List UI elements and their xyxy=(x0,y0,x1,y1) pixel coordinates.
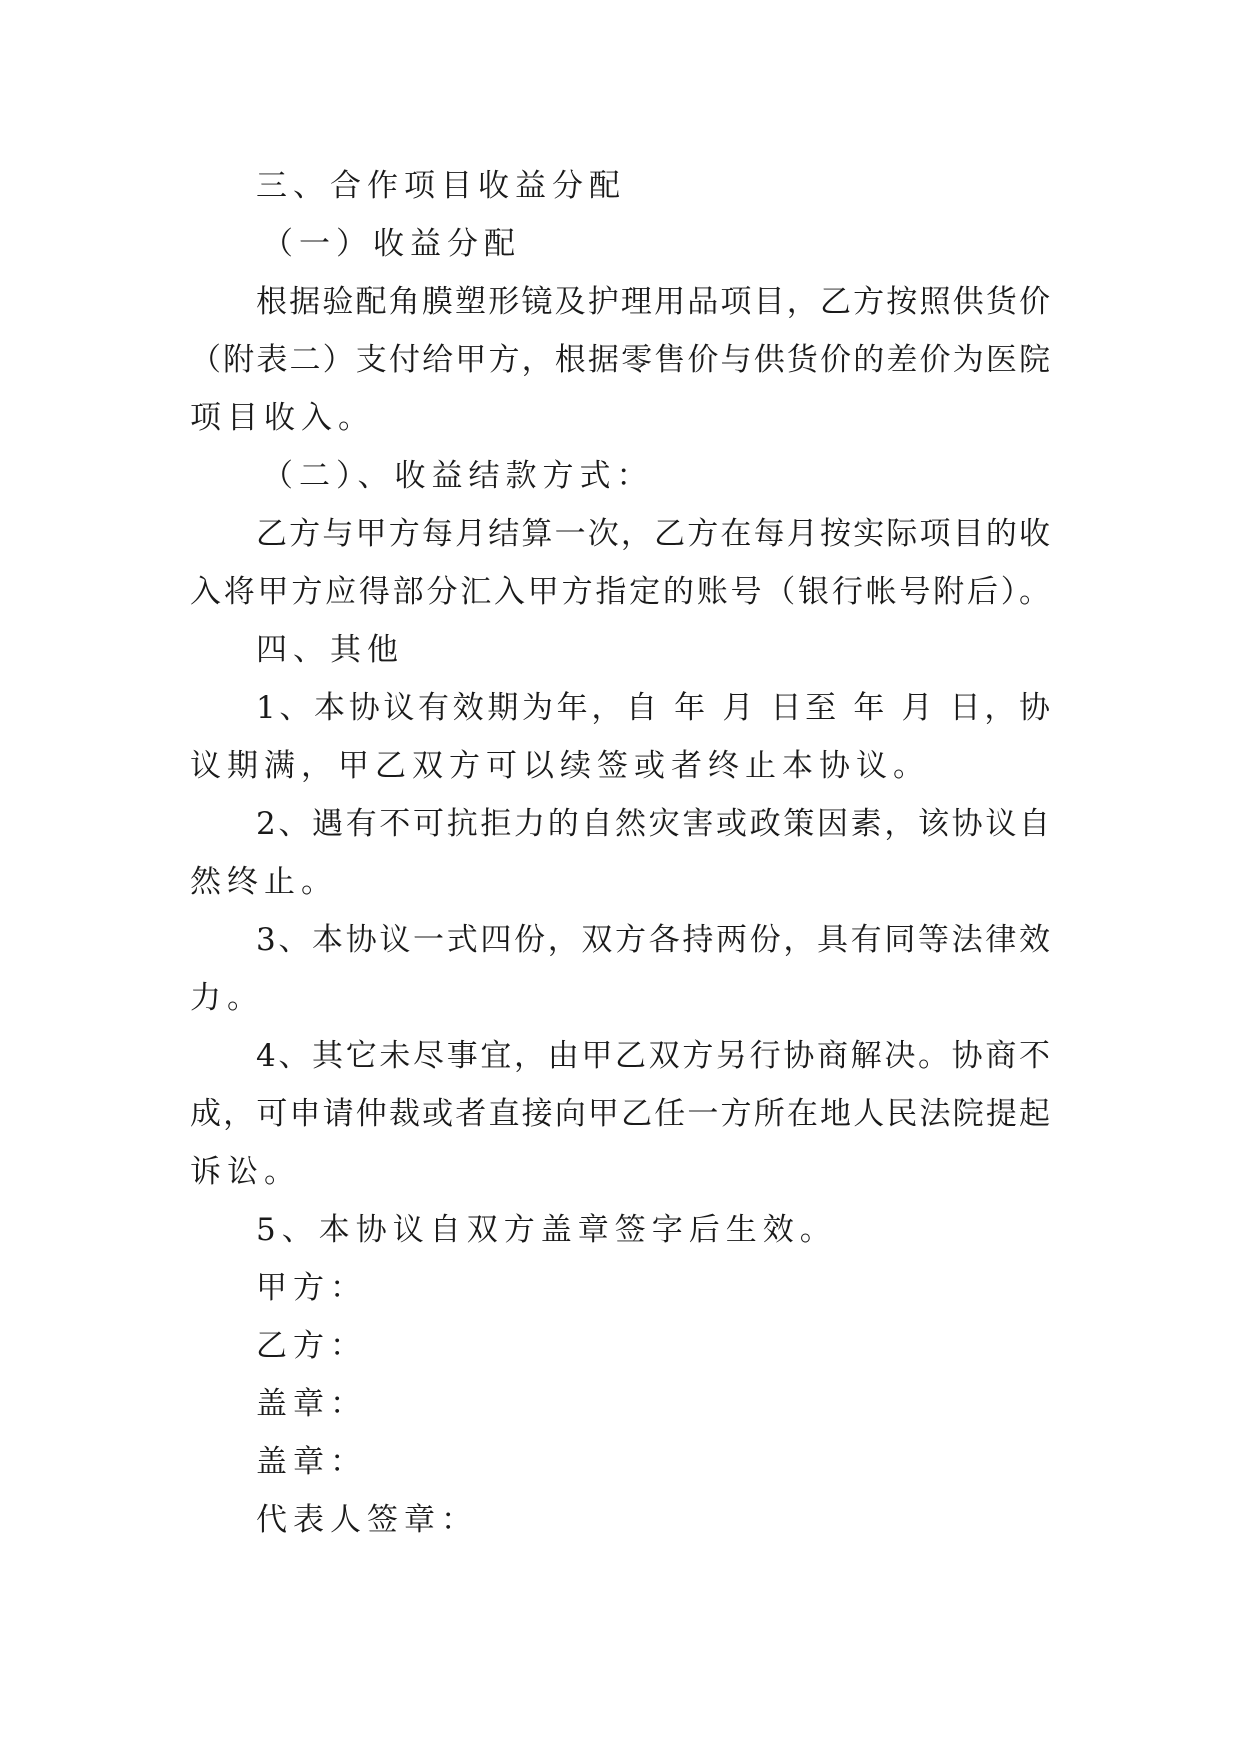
paragraph-line: 5、本协议自双方盖章签字后生效。 xyxy=(256,1212,837,1248)
subsection-heading-one: （一）收益分配 xyxy=(262,226,521,262)
section-heading-four: 四、其他 xyxy=(256,632,404,668)
seal-label: 盖章： xyxy=(256,1444,367,1480)
paragraph-line: 2、遇有不可抗拒力的自然灾害或政策因素，该协议自 xyxy=(256,806,1050,842)
subsection-heading-two: （二）、收益结款方式： xyxy=(262,458,654,494)
paragraph-line: 力。 xyxy=(190,980,264,1016)
paragraph-line: 诉讼。 xyxy=(190,1154,301,1190)
paragraph-line: （附表二）支付给甲方，根据零售价与供货价的差价为医院 xyxy=(190,342,1050,378)
section-heading-three: 三、合作项目收益分配 xyxy=(256,168,626,204)
paragraph-line: 然终止。 xyxy=(190,864,338,900)
representative-signature-label: 代表人签章： xyxy=(256,1502,478,1538)
paragraph-line: 1、本协议有效期为年，自 年 月 日至 年 月 日，协 xyxy=(256,690,1050,726)
paragraph-line: 4、其它未尽事宜，由甲乙双方另行协商解决。协商不 xyxy=(256,1038,1050,1074)
party-a-label: 甲方： xyxy=(256,1270,367,1306)
paragraph-line: 项目收入。 xyxy=(190,400,375,436)
party-b-label: 乙方： xyxy=(256,1328,367,1364)
paragraph-line: 3、本协议一式四份，双方各持两份，具有同等法律效 xyxy=(256,922,1050,958)
paragraph-line: 乙方与甲方每月结算一次，乙方在每月按实际项目的收 xyxy=(256,516,1050,552)
paragraph-line: 入将甲方应得部分汇入甲方指定的账号（银行帐号附后）。 xyxy=(190,574,1050,610)
paragraph-line: 成，可申请仲裁或者直接向甲乙任一方所在地人民法院提起 xyxy=(190,1096,1050,1132)
paragraph-line: 议期满，甲乙双方可以续签或者终止本协议。 xyxy=(190,748,930,784)
seal-label: 盖章： xyxy=(256,1386,367,1422)
paragraph-line: 根据验配角膜塑形镜及护理用品项目，乙方按照供货价 xyxy=(256,284,1050,320)
